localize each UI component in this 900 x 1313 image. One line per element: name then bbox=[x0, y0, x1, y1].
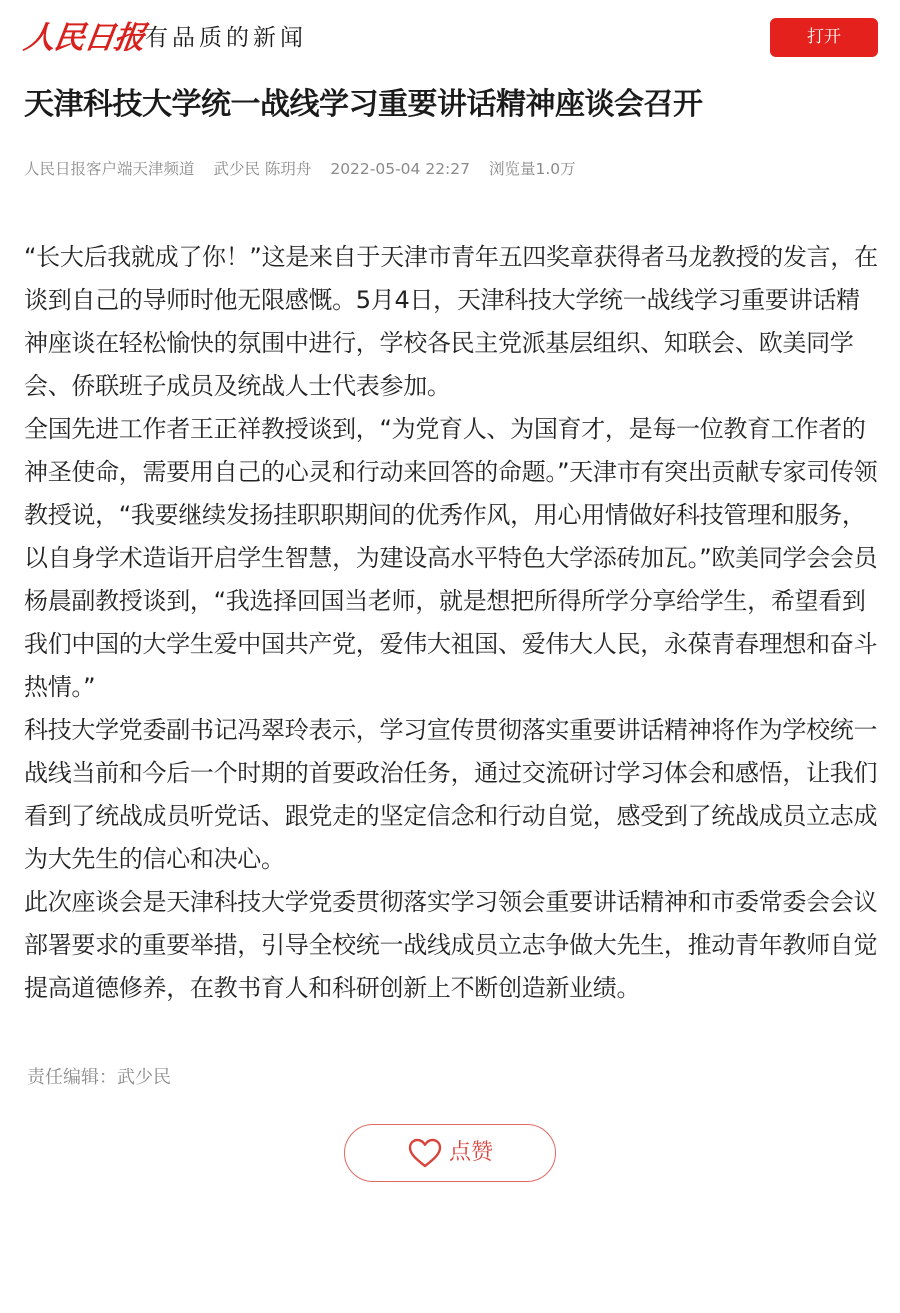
heart-icon bbox=[407, 1137, 443, 1169]
article-paragraph: “长大后我就成了你！”这是来自于天津市青年五四奖章获得者马龙教授的发言，在谈到自己的导师时他无限感慨。5月4日，天津科技大学统一战线学习重要讲话精神座谈在轻松愉快的氛围中进行，学校各民主党派基层组织、知联会、欧美同学会、侨联班子成员及统战人士代表参加。 bbox=[24, 243, 878, 400]
like-label: 点赞 bbox=[448, 1140, 493, 1165]
header-slogan: 有品质的新闻 bbox=[145, 25, 307, 51]
responsible-editor: 责任编辑：武少民 bbox=[27, 1067, 171, 1088]
meta-views: 浏览量1.0万 bbox=[488, 160, 576, 178]
meta-authors: 武少民 陈玥舟 bbox=[213, 160, 312, 178]
article-body bbox=[24, 236, 880, 1010]
article-paragraph: 科技大学党委副书记冯翠玲表示，学习宣传贯彻落实重要讲话精神将作为学校统一战线当前和今后一个时期的首要政治任务，通过交流研讨学习体会和感悟，让我们看到了统战成员听党话、跟党走的坚定信念和行动自觉，感受到了统战成员立志成为大先生的信心和决心。 bbox=[24, 716, 878, 873]
like-button[interactable] bbox=[344, 1124, 556, 1182]
open-app-button[interactable]: 打开 bbox=[770, 18, 878, 57]
article-paragraph: 此次座谈会是天津科技大学党委贯彻落实学习领会重要讲话精神和市委常委会会议部署要求的重要举措，引导全校统一战线成员立志争做大先生，推动青年教师自觉提高道德修养，在教书育人和科研创新上不断创造新业绩。 bbox=[24, 888, 878, 1002]
meta-source: 人民日报客户端天津频道 bbox=[24, 160, 195, 178]
header-bar bbox=[0, 0, 900, 76]
people-daily-logo[interactable]: 人民日报 bbox=[21, 20, 147, 56]
meta-datetime: 2022-05-04 22:27 bbox=[330, 160, 471, 178]
article-meta bbox=[24, 155, 884, 183]
article-title: 天津科技大学统一战线学习重要讲话精神座谈会召开 bbox=[24, 87, 703, 122]
article-paragraph: 全国先进工作者王正祥教授谈到，“为党育人、为国育才，是每一位教育工作者的神圣使命，需要用自己的心灵和行动来回答的命题。”天津市有突出贡献专家司传领教授说，“我要继续发扬挂职职期间的优秀作风，用心用情做好科技管理和服务，以自身学术造诣开启学生智慧，为建设高水平特色大学添砖加瓦。”欧美同学会会员杨晨副教授谈到，“我选择回国当老师，就是想把所得所学分享给学生，希望看到我们中国的大学生爱中国共产党，爱伟大祖国、爱伟大人民，永葆青春理想和奋斗热情。” bbox=[24, 415, 878, 701]
